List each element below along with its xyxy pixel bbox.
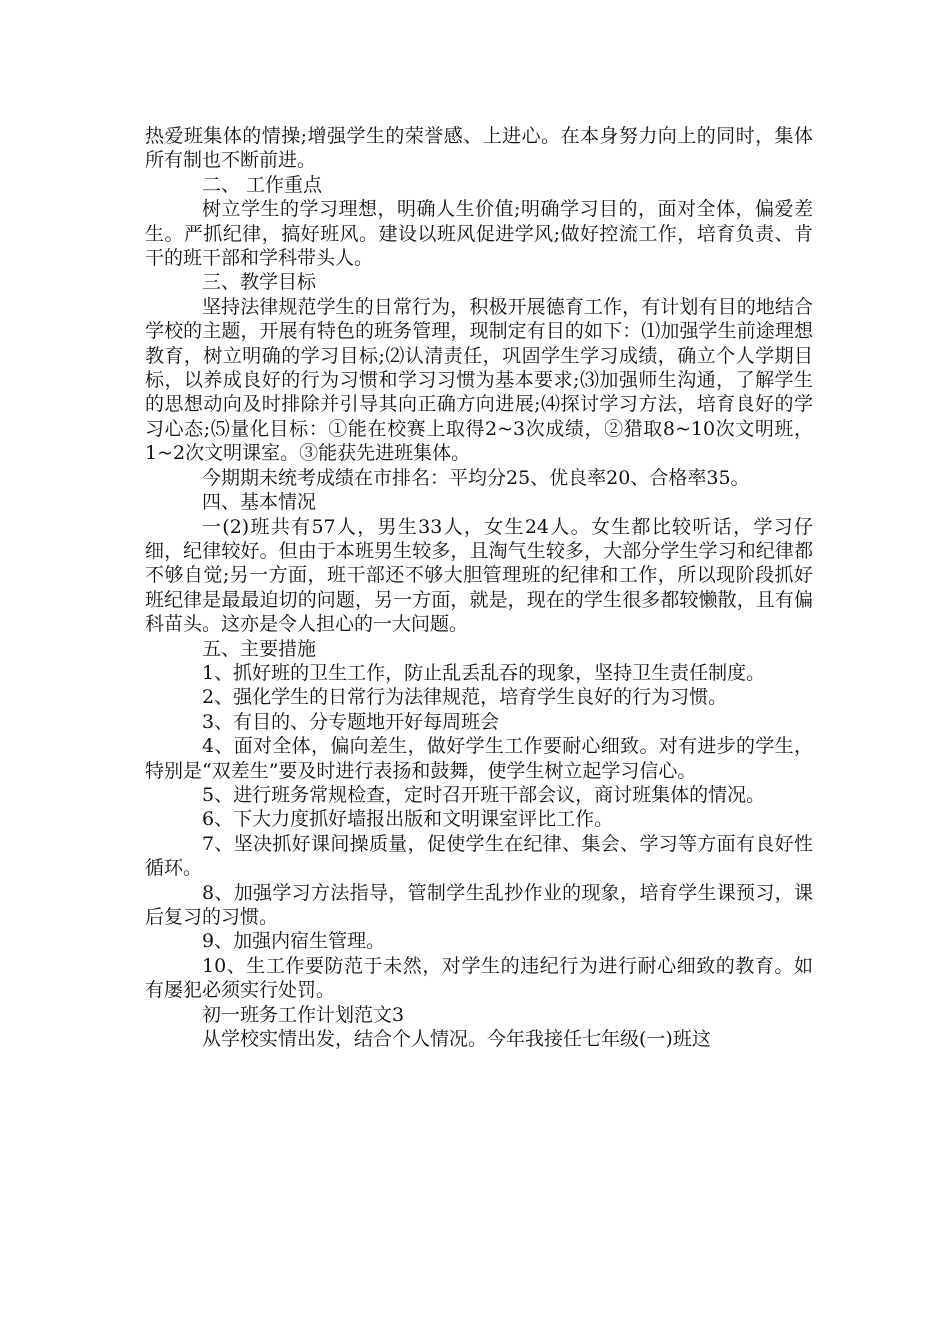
section-heading-basic-situation: 四、基本情况 xyxy=(202,491,317,514)
measure-item-2: 2、强化学生的日常行为法律规范，培育学生良好的行为习惯。 xyxy=(202,686,728,709)
measure-item-6: 6、下大力度抓好墙报出版和文明课室评比工作。 xyxy=(202,808,614,831)
paragraph-basic-situation: 一(2)班共有57人，男生33人，女生24人。女生都比较听话，学习仔细，纪律较好。但由于本班男生较多，且淘气生较多，大部分学生学习和纪律都不够自觉;另一方面，班干部还不够大胆管理班的纪律和工作，所以现阶段抓好班纪律是最最迫切的问题，另一方面，就是，现在的学生很多都较懒散，且有偏科苗头。这亦是令人担心的一大问题。 xyxy=(145,515,813,636)
paragraph-sample-3-start: 从学校实情出发，结合个人情况。今年我接任七年级(一)班这 xyxy=(202,1028,711,1051)
measure-item-4: 4、面对全体，偏向差生，做好学生工作要耐心细致。对有进步的学生，特别是“双差生”要及时进行表扬和鼓舞，使学生树立起学习信心。 xyxy=(145,735,813,782)
measure-item-9: 9、加强内宿生管理。 xyxy=(202,930,386,953)
measure-item-1: 1、抓好班的卫生工作，防止乱丢乱吞的现象，坚持卫生责任制度。 xyxy=(202,661,766,684)
measure-item-7: 7、坚决抓好课间操质量，促使学生在纪律、集会、学习等方面有良好性循环。 xyxy=(145,832,813,880)
section-heading-work-focus: 二、 工作重点 xyxy=(202,173,323,196)
paragraph-teaching-goals: 坚持法律规范学生的日常行为，积极开展德育工作，有计划有目的地结合学校的主题，开展有特色的班务管理，现制定有目的如下：⑴加强学生前途理想教育，树立明确的学习目标;⑵认清责任，巩固学生学习成绩，确立个人学期目标，以养成良好的行为习惯和学习习惯为基本要求;⑶加强师生沟通，了解学生的思想动向及时排除并引导其向正确方向进展;⑷探讨学习方法，培育良好的学习心态;⑸量化目标：①能在校赛上取得2~3次成绩，②猎取8~10次文明班，1~2次文明课室。③能获先进班集体。 xyxy=(145,295,813,465)
measure-item-3: 3、有目的、分专题地开好每周班会 xyxy=(202,710,500,733)
document-page xyxy=(145,124,813,1051)
measure-item-10: 10、生工作要防范于未然，对学生的违纪行为进行耐心细致的教育。如有屡犯必须实行处罚。 xyxy=(145,954,813,1002)
section-heading-sample-3: 初一班务工作计划范文3 xyxy=(202,1003,405,1026)
section-heading-main-measures: 五、主要措施 xyxy=(202,637,317,660)
measure-item-5: 5、进行班务常规检查，定时召开班干部会议，商讨班集体的情况。 xyxy=(202,783,766,806)
paragraph-exam-ranking: 今期期未统考成绩在市排名：平均分25、优良率20、合格率35。 xyxy=(202,466,750,489)
section-heading-teaching-goals: 三、教学目标 xyxy=(202,271,317,294)
paragraph-work-focus: 树立学生的学习理想，明确人生价值;明确学习目的，面对全体，偏爱差生。严抓纪律，搞好班风。建设以班风促进学风;做好控流工作，培育负责、肯干的班干部和学科带头人。 xyxy=(145,198,813,270)
measure-item-8: 8、加强学习方法指导，管制学生乱抄作业的现象，培育学生课预习，课后复习的习惯。 xyxy=(145,881,813,928)
paragraph-intro-continued: 热爱班集体的情操;增强学生的荣誉感、上进心。在本身努力向上的同时，集体所有制也不断前进。 xyxy=(145,125,813,172)
